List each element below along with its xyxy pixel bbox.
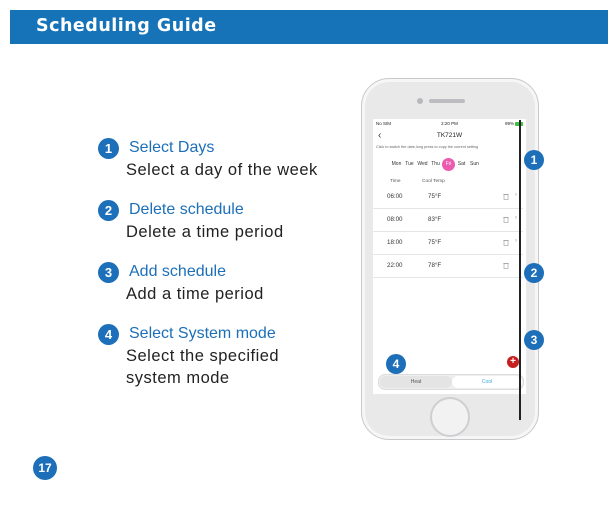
column-header-temp: Cool Temp bbox=[422, 179, 445, 184]
day-tue[interactable]: Tue bbox=[405, 161, 414, 167]
chevron-right-icon[interactable]: › bbox=[515, 192, 517, 198]
day-sun[interactable]: Sun bbox=[470, 161, 479, 167]
schedule-temp: 75°F bbox=[428, 193, 442, 200]
schedule-time: 18:00 bbox=[387, 239, 403, 246]
schedule-time: 22:00 bbox=[387, 262, 403, 269]
step-title: Add schedule bbox=[129, 263, 226, 280]
step-number: 2 bbox=[98, 200, 119, 221]
day-mon[interactable]: Mon bbox=[391, 161, 402, 167]
nav-bar bbox=[373, 130, 526, 142]
day-thu[interactable]: Thu bbox=[431, 161, 440, 167]
step-description: Add a time period bbox=[126, 285, 264, 303]
trash-icon[interactable] bbox=[503, 216, 509, 223]
day-sat[interactable]: Sat bbox=[457, 161, 466, 167]
chevron-right-icon[interactable]: › bbox=[515, 238, 517, 244]
home-button[interactable] bbox=[430, 397, 470, 437]
carrier-label: No SIM bbox=[376, 121, 392, 126]
trash-icon[interactable] bbox=[503, 239, 509, 246]
schedule-temp: 75°F bbox=[428, 239, 442, 246]
phone-screen bbox=[373, 119, 526, 394]
clock-label: 2:20 PM bbox=[441, 121, 458, 126]
camera-icon bbox=[417, 98, 423, 104]
schedule-row[interactable] bbox=[373, 209, 523, 232]
battery-label: 99% bbox=[504, 121, 514, 126]
step-description: Delete a time period bbox=[126, 223, 284, 241]
column-header-time: Time bbox=[390, 179, 401, 184]
schedule-row[interactable] bbox=[373, 232, 523, 255]
callout-3: 3 bbox=[524, 330, 544, 350]
device-title: TK721W bbox=[436, 132, 463, 139]
callout-1: 1 bbox=[524, 150, 544, 170]
step-number: 1 bbox=[98, 138, 119, 159]
header-bar bbox=[10, 10, 608, 44]
speaker-grille bbox=[429, 99, 465, 103]
step-number: 4 bbox=[98, 324, 119, 345]
mode-selector bbox=[378, 374, 524, 390]
callout-4: 4 bbox=[386, 354, 406, 374]
step-description: Select a day of the week bbox=[126, 161, 318, 179]
callout-line bbox=[519, 120, 521, 420]
mode-cool-button[interactable]: Cool bbox=[452, 376, 522, 388]
trash-icon[interactable] bbox=[503, 262, 509, 269]
schedule-time: 08:00 bbox=[387, 216, 403, 223]
schedule-row[interactable] bbox=[373, 255, 523, 278]
schedule-temp: 78°F bbox=[428, 262, 442, 269]
phone-mockup bbox=[361, 78, 539, 440]
schedule-temp: 83°F bbox=[428, 216, 442, 223]
status-bar bbox=[373, 119, 526, 129]
page-number: 17 bbox=[33, 456, 57, 480]
day-wed[interactable]: Wed bbox=[417, 161, 428, 167]
step-title: Delete schedule bbox=[129, 201, 244, 218]
step-number: 3 bbox=[98, 262, 119, 283]
day-fri[interactable]: Fri bbox=[442, 158, 455, 171]
schedule-time: 06:00 bbox=[387, 193, 403, 200]
chevron-right-icon[interactable]: › bbox=[515, 215, 517, 221]
step-title: Select Days bbox=[129, 139, 215, 156]
day-selector bbox=[390, 152, 481, 166]
plus-circle-icon[interactable]: + bbox=[507, 356, 519, 368]
step-description: Select the specified system mode bbox=[126, 347, 280, 387]
mode-heat-button[interactable]: Heat bbox=[380, 376, 452, 388]
callout-2: 2 bbox=[524, 263, 544, 283]
schedule-row[interactable] bbox=[373, 186, 523, 209]
hint-text: Click to switch the date,long press to copy the current setting bbox=[376, 145, 479, 149]
back-chevron-icon[interactable]: ‹ bbox=[378, 130, 382, 141]
trash-icon[interactable] bbox=[503, 193, 509, 200]
step-title: Select System mode bbox=[129, 325, 276, 342]
page-title: Scheduling Guide bbox=[36, 16, 217, 36]
